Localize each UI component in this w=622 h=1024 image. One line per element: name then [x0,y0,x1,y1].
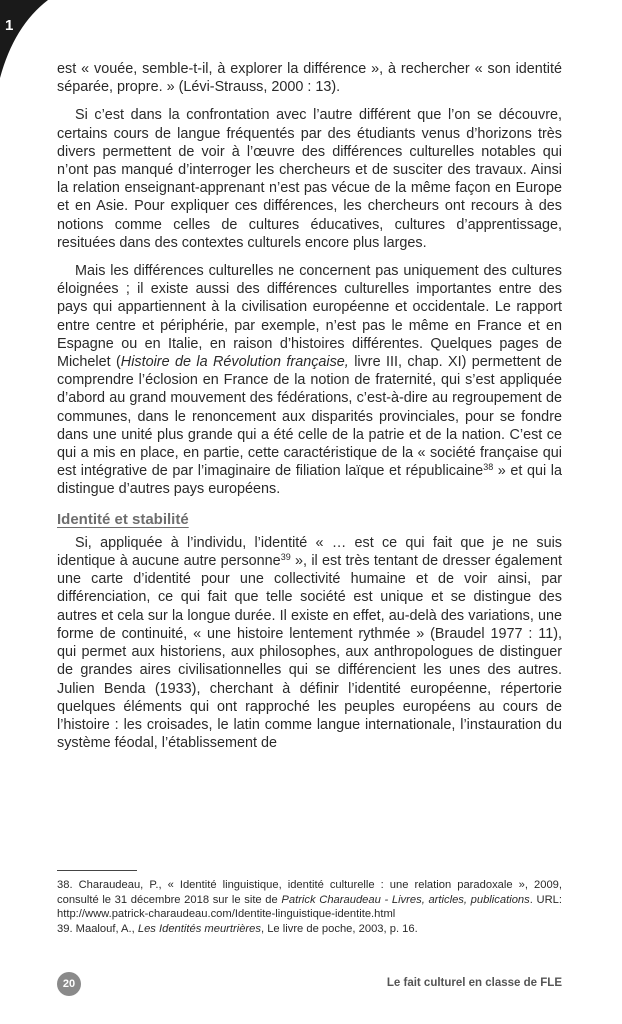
paragraph-text: livre III, chap. XI) permettent de comprendre l’éclosion en France de la notion de fraternité, qui s’est appliquée d’abord au grand mouvement des fédérations, c’est-à-dire au regroupement de communes, dans le renoncement aux disparités provinciales, pour se fondre dans une unité plus grande qui a été celle de la patrie et de la nation. C’est ce qui a mis en place, en partie, cette caractéristique de la « société française qui est intégrative de par l’imaginaire de filiation laïque et républicaine [57,354,562,480]
footnote-39 [57,922,562,937]
footnote-ref-39[interactable]: 39 [280,552,291,563]
paragraph-text: est « vouée, semble-t-il, à explorer la différence », à rechercher « son identité séparée, propre. » (Lévi-Strauss, 2000 : 13). [57,61,562,96]
paragraph-1 [57,60,562,96]
footnote-ref-38[interactable]: 38 [483,462,494,473]
footnote-text: . URL: http://www.patrick-charaudeau.com/Identite-linguistique-identite.html [57,893,562,921]
chapter-corner-tab [0,0,48,78]
page-number-badge: 20 [57,972,81,996]
paragraph-4 [57,534,562,752]
footnote-38 [57,878,562,922]
footnote-text: 39. Maalouf, A., [57,922,138,935]
paragraph-text: » et qui la distingue d’autres pays européens. [57,463,563,498]
paragraph-text: Mais les différences culturelles ne concernent pas uniquement des cultures éloignées ; il existe aussi des différences culturelles importantes entre des pays qui appartiennent à la civilisation européenne et occidentale. Le rapport entre centre et périphérie, par exemple, n’est pas le même en France et en Espagne ou en Italie, en raison d’histoires différentes. Quelques pages de Michelet ( [57,263,562,371]
paragraph-2 [57,106,562,252]
corner-tab-shape [0,0,48,78]
paragraph-text: », il est très tentant de dresser également une carte d’identité pour une collectivité humaine et de voir ainsi, par différenciation, ce qui fait que telle société est unique et se distingue des autres et cela sur la longue durée. Il existe en effet, au-delà des variations, une forme de continuité, « une histoire lentement rythmée » (Braudel 1977 : 11), qui permet aux historiens, aux philosophes, aux anthropologues de distinguer de grandes aires civilisationnelles qui se différencient les unes des autres. Julien Benda (1933), cherchant à définir l’identité européenne, répertorie quelques éléments qui ont rapproché les peuples européens au cours de l’histoire : les croisades, le latin comme langue internationale, l’instauration du système féodal, l’établissement de [57,553,562,752]
paragraph-text: Si c’est dans la confrontation avec l’autre différent que l’on se découvre, certains cours de langue fréquentés par des étudiants venus d’horizons très divers permettent de voir à l’œuvre des différences culturelles notables qui n’ont pas manqué d’interroger les chercheurs et de susciter des travaux. Ainsi la relation enseignant-apprenant n’est pas vécue de la même façon en Europe et en Asie. Pour expliquer ces différences, les chercheurs ont recours à des notions comme celles de cultures éducatives, cultures d’apprentissage, resituées dans des contextes culturels encore plus larges. [57,107,562,251]
footnote-italic: Patrick Charaudeau - Livres, articles, publications [281,893,530,906]
footnote-text: 38. Charaudeau, P., « Identité linguistique, identité culturelle : une relation paradoxale », 2009, consulté le 31 décembre 2018 sur le site de [57,879,562,906]
footnotes [57,878,562,936]
section-heading: Identité et stabilité [57,510,189,528]
main-text [57,60,562,752]
chapter-number: 1 [5,17,14,34]
footnote-divider [57,870,137,871]
footnote-text: , Le livre de poche, 2003, p. 16. [260,922,418,935]
running-title: Le fait culturel en classe de FLE [386,977,562,989]
book-title-italic: Histoire de la Révolution française, [120,354,349,371]
footnote-italic: Les Identités meurtrières [137,922,261,935]
paragraph-text: Si, appliquée à l’individu, l’identité « … est ce qui fait que je ne suis identique à aucune autre personne [57,534,562,570]
paragraph-3 [57,262,562,499]
